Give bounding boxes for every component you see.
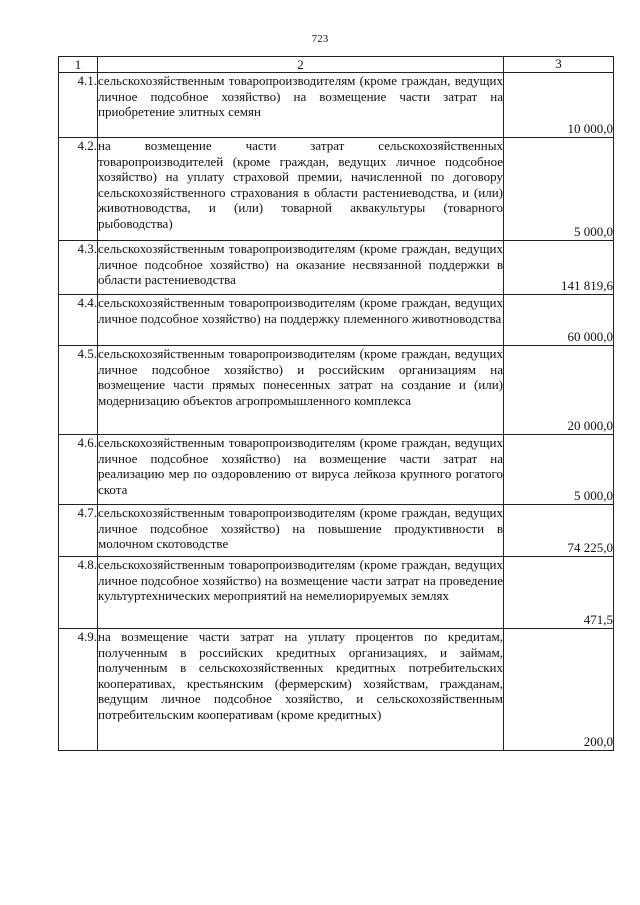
row-amount: 141 819,6 <box>504 241 614 295</box>
table-row <box>59 346 614 435</box>
row-description: сельскохозяйственным товаропроизводителям (кроме граждан, ведущих личное подсобное хозяйство) на повышение продуктивности в молочном скотоводстве <box>98 505 504 557</box>
column-header-amount: 3 <box>504 57 614 73</box>
row-amount: 471,5 <box>504 557 614 629</box>
row-amount: 74 225,0 <box>504 505 614 557</box>
row-number: 4.9. <box>59 629 98 751</box>
row-description: сельскохозяйственным товаропроизводителям (кроме граждан, ведущих личное подсобное хозяйство) и российским организациям на возмещение части прямых понесенных затрат на создание и (или) модернизацию объектов агропромышленного комплекса <box>98 346 504 435</box>
row-description: на возмещение части затрат на уплату процентов по кредитам, полученным в российских кредитных организациях, и займам, полученным в сельскохозяйственных кредитных потребительских кооперативах, крестьянским (фермерским) хозяйствам, гражданам, ведущим личное подсобное хозяйство, и сельскохозяйственным потребительским кооперативам (кроме кредитных) <box>98 629 504 751</box>
row-number: 4.2. <box>59 138 98 241</box>
table-row <box>59 241 614 295</box>
row-number: 4.4. <box>59 295 98 346</box>
row-number: 4.1. <box>59 73 98 138</box>
row-amount: 5 000,0 <box>504 435 614 505</box>
row-amount: 60 000,0 <box>504 295 614 346</box>
table-row <box>59 505 614 557</box>
row-description: сельскохозяйственным товаропроизводителям (кроме граждан, ведущих личное подсобное хозяйство) на возмещение части затрат на приобретение элитных семян <box>98 73 504 138</box>
table-row <box>59 435 614 505</box>
row-number: 4.7. <box>59 505 98 557</box>
table-row <box>59 295 614 346</box>
row-number: 4.8. <box>59 557 98 629</box>
row-amount: 20 000,0 <box>504 346 614 435</box>
table-row <box>59 73 614 138</box>
table-header-row <box>59 57 614 73</box>
row-amount: 200,0 <box>504 629 614 751</box>
row-description: сельскохозяйственным товаропроизводителям (кроме граждан, ведущих личное подсобное хозяйство) на поддержку племенного животноводства <box>98 295 504 346</box>
row-description: на возмещение части затрат сельскохозяйственных товаропроизводителей (кроме граждан, ведущих личное подсобное хозяйство) на уплату страховой премии, начисленной по договору сельскохозяйственного страхования в области растениеводства, и (или) животноводства, и (или) товарной аквакультуры (товарного рыбоводства) <box>98 138 504 241</box>
table-row <box>59 629 614 751</box>
table-row <box>59 557 614 629</box>
row-description: сельскохозяйственным товаропроизводителям (кроме граждан, ведущих личное подсобное хозяйство) на возмещение части затрат на проведение культуртехнических мероприятий на немелиорируемых землях <box>98 557 504 629</box>
row-amount: 10 000,0 <box>504 73 614 138</box>
row-description: сельскохозяйственным товаропроизводителям (кроме граждан, ведущих личное подсобное хозяйство) на возмещение части затрат на реализацию мер по оздоровлению от вируса лейкоза крупного рогатого скота <box>98 435 504 505</box>
page-number: 723 <box>311 33 329 45</box>
column-header-name: 2 <box>98 57 504 73</box>
row-number: 4.6. <box>59 435 98 505</box>
row-number: 4.5. <box>59 346 98 435</box>
table-row <box>59 138 614 241</box>
row-description: сельскохозяйственным товаропроизводителям (кроме граждан, ведущих личное подсобное хозяйство) на оказание несвязанной поддержки в области растениеводства <box>98 241 504 295</box>
row-number: 4.3. <box>59 241 98 295</box>
row-amount: 5 000,0 <box>504 138 614 241</box>
budget-table <box>58 56 614 751</box>
column-header-number: 1 <box>59 57 98 73</box>
